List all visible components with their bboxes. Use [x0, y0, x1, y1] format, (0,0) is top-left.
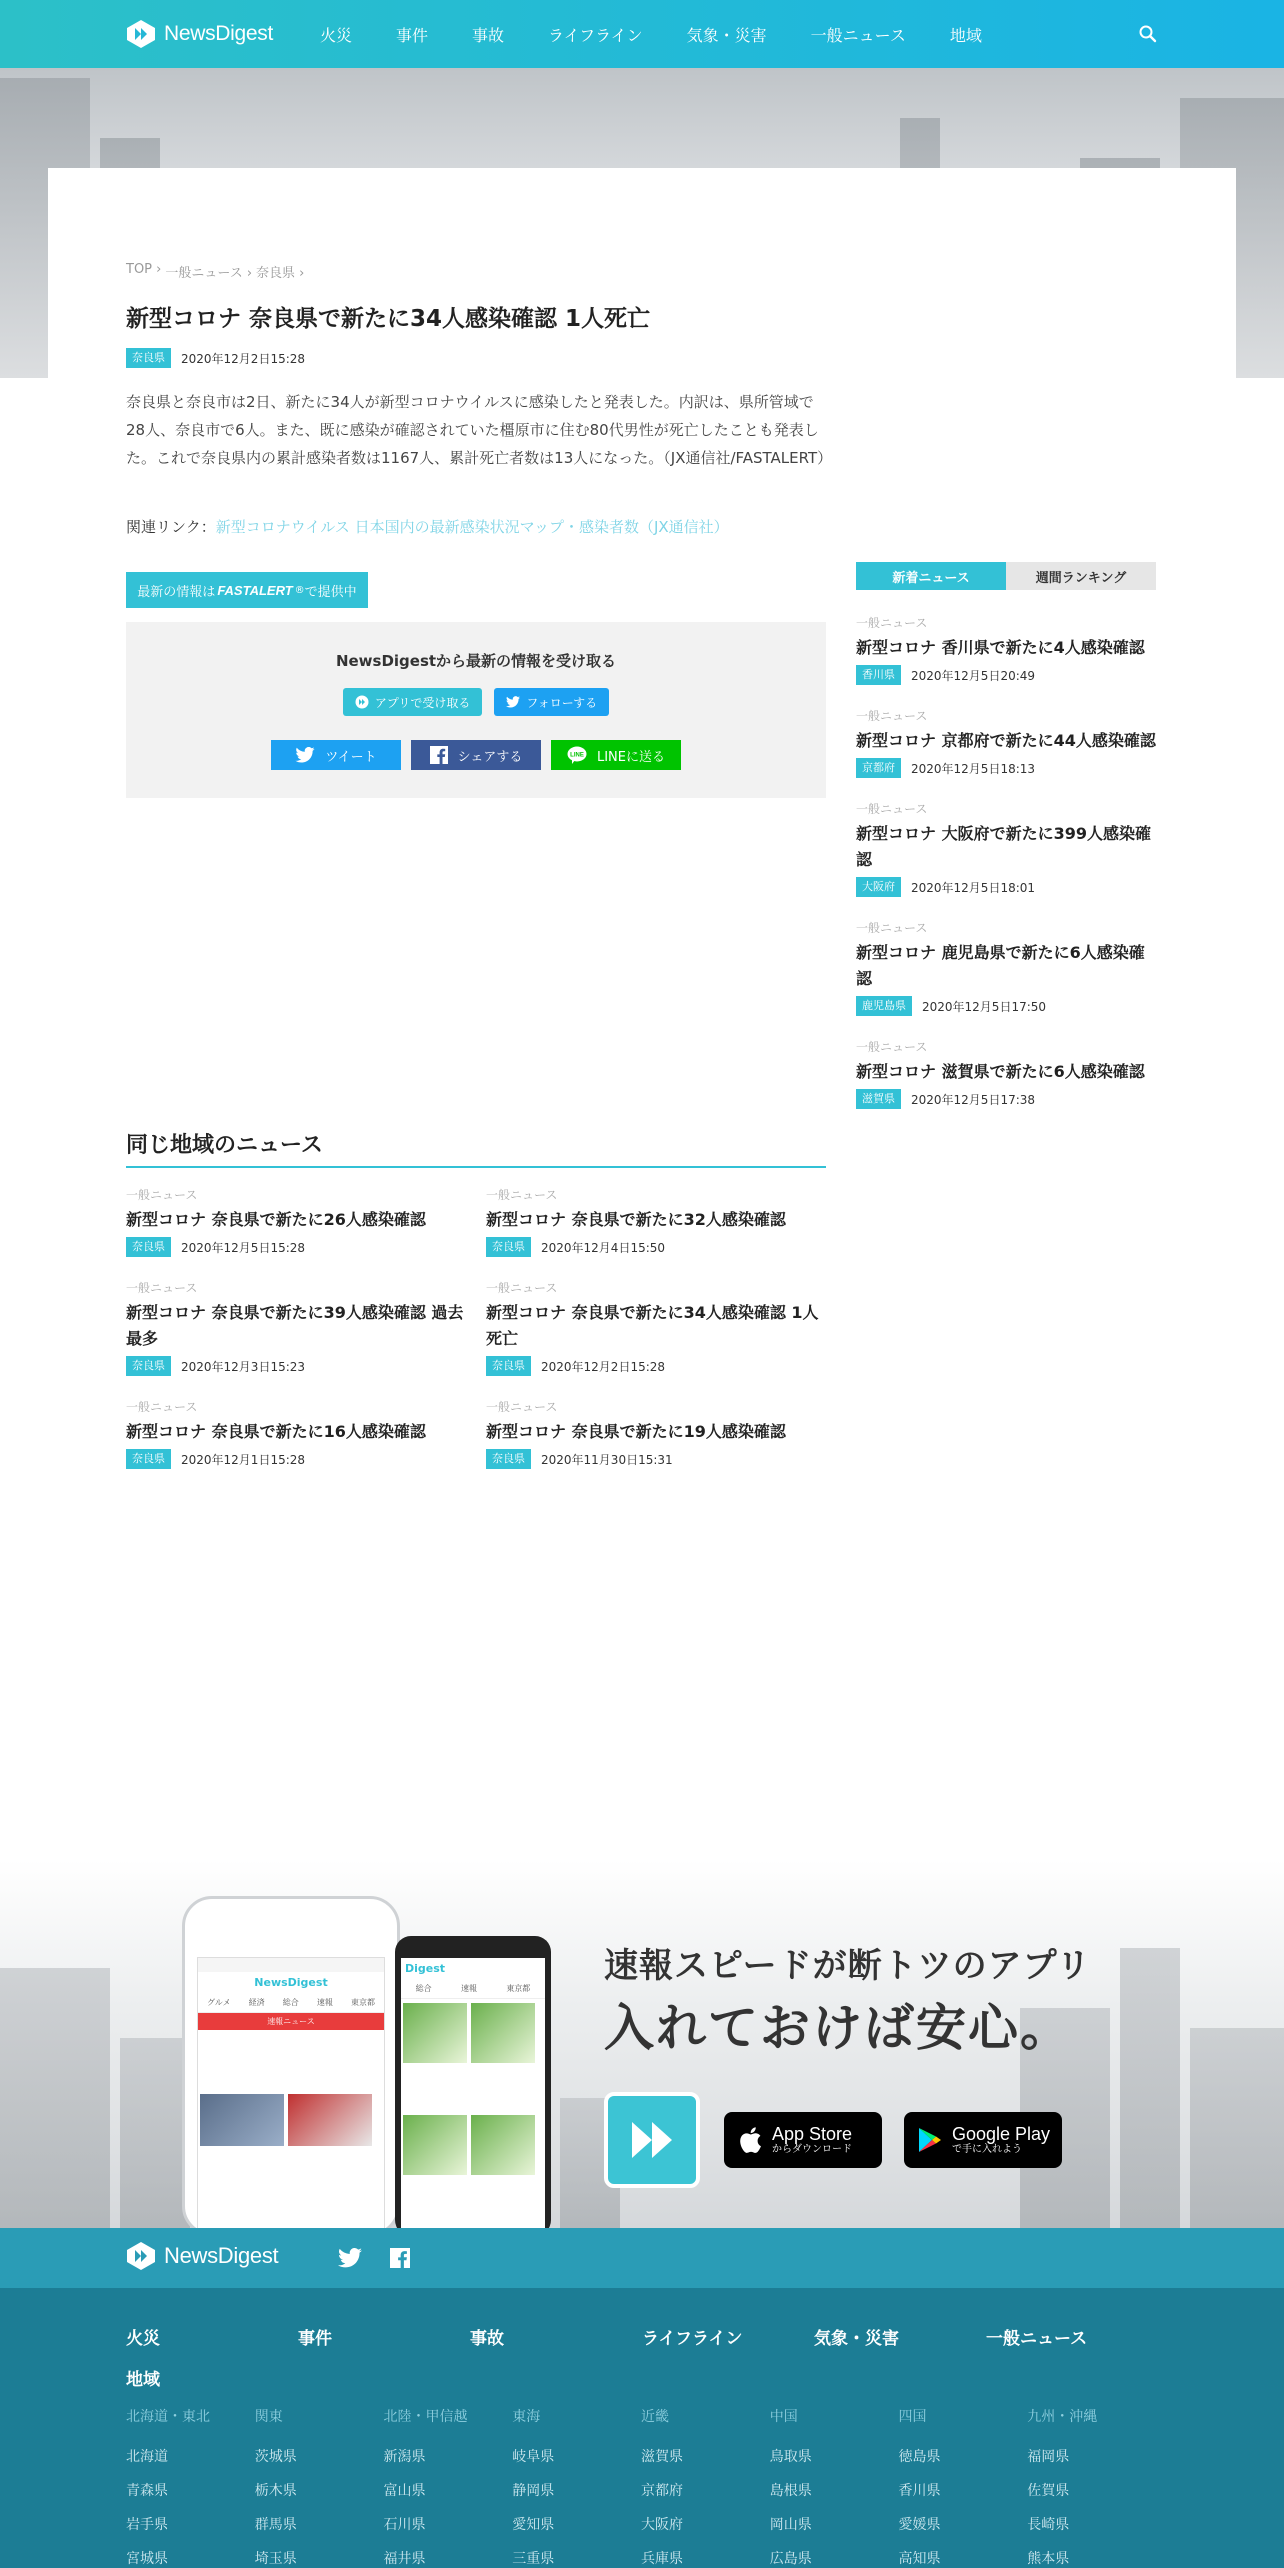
- apple-icon: [738, 2126, 762, 2154]
- prefecture-link[interactable]: 熊本県: [1027, 2551, 1070, 2567]
- related-links: [126, 516, 729, 537]
- app-store-label: App Store: [772, 2124, 853, 2144]
- item-category: 一般ニュース: [486, 1188, 558, 1202]
- region-tag[interactable]: 鹿児島県: [856, 996, 912, 1016]
- item-category: 一般ニュース: [126, 1188, 198, 1202]
- list-item[interactable]: [126, 1398, 466, 1469]
- subscribe-row: [126, 688, 826, 716]
- prefecture-link[interactable]: 青森県: [126, 2483, 168, 2499]
- list-item[interactable]: [126, 1186, 466, 1257]
- item-meta: [856, 665, 1156, 685]
- region-tag[interactable]: 滋賀県: [856, 1089, 901, 1109]
- list-item[interactable]: [126, 1279, 466, 1376]
- item-category: 一般ニュース: [856, 802, 928, 816]
- region-column: [255, 2406, 384, 2568]
- prefecture-link[interactable]: 岡山県: [769, 2517, 812, 2533]
- region-tag[interactable]: 奈良県: [126, 348, 171, 368]
- region-tag[interactable]: 奈良県: [486, 1237, 531, 1257]
- item-meta: [486, 1356, 826, 1376]
- phone-mockup-android: [395, 1936, 551, 2228]
- region-tag[interactable]: 奈良県: [126, 1237, 171, 1257]
- phone-app-logo: Digest: [405, 1962, 446, 1975]
- footer-social-links: [338, 2248, 438, 2272]
- facebook-icon[interactable]: [390, 2248, 410, 2272]
- item-meta: [856, 1089, 1156, 1109]
- list-item[interactable]: [856, 707, 1156, 778]
- region-heading[interactable]: 東海: [512, 2409, 541, 2425]
- nav-item-general[interactable]: 一般ニュース: [810, 25, 906, 45]
- related-link[interactable]: 新型コロナウイルス 日本国内の最新感染状況マップ・感染者数（JX通信社）: [215, 518, 729, 536]
- site-footer: [0, 2288, 1284, 2568]
- region-tag[interactable]: 奈良県: [486, 1449, 531, 1469]
- item-date: 2020年12月5日18:01: [911, 880, 1036, 895]
- list-item[interactable]: [486, 1186, 826, 1257]
- newsdigest-app-icon[interactable]: [604, 2092, 700, 2188]
- same-area-title: 同じ地域のニュース: [126, 1133, 323, 1158]
- newsdigest-logo-icon: [126, 20, 156, 48]
- prefecture-link[interactable]: 兵庫県: [641, 2551, 683, 2567]
- twitter-icon: [295, 747, 315, 763]
- item-meta: [856, 877, 1156, 897]
- line-share-label: LINEに送る: [596, 749, 665, 765]
- follow-button[interactable]: [494, 688, 609, 716]
- item-title[interactable]: 新型コロナ 奈良県で新たに34人感染確認 1人死亡: [486, 1303, 819, 1348]
- breadcrumb-top[interactable]: TOP ›: [126, 262, 162, 277]
- prefecture-link[interactable]: 福岡県: [1027, 2449, 1070, 2465]
- item-date: 2020年12月2日15:28: [541, 1359, 666, 1374]
- article-meta: [126, 348, 305, 368]
- item-title[interactable]: 新型コロナ 奈良県で新たに19人感染確認: [486, 1422, 786, 1441]
- fastalert-button[interactable]: [126, 572, 368, 608]
- footer-categories: [126, 2324, 1156, 2390]
- item-meta: [486, 1237, 826, 1257]
- facebook-icon: [430, 746, 448, 764]
- region-heading[interactable]: 四国: [898, 2409, 927, 2425]
- prefecture-link[interactable]: 京都府: [641, 2483, 683, 2499]
- footer-cat-fire[interactable]: 火災: [126, 2329, 160, 2349]
- search-icon[interactable]: [1138, 24, 1158, 44]
- item-title[interactable]: 新型コロナ 奈良県で新たに26人感染確認: [126, 1210, 426, 1229]
- prefecture-link[interactable]: 佐賀県: [1027, 2483, 1070, 2499]
- prefecture-link[interactable]: 静岡県: [512, 2483, 555, 2499]
- region-column: [770, 2406, 899, 2568]
- prefecture-link[interactable]: 埼玉県: [254, 2551, 297, 2567]
- item-title[interactable]: 新型コロナ 大阪府で新たに399人感染確認: [856, 824, 1151, 869]
- region-tag[interactable]: 奈良県: [126, 1449, 171, 1469]
- item-title[interactable]: 新型コロナ 京都府で新たに44人感染確認: [856, 731, 1156, 750]
- phone-mockup-iphone: [182, 1896, 400, 2228]
- line-share-button[interactable]: [551, 740, 681, 770]
- app-receive-button[interactable]: [343, 688, 483, 716]
- subscribe-title: NewsDigestから最新の情報を受け取る: [335, 652, 617, 670]
- region-tag[interactable]: 京都府: [856, 758, 901, 778]
- item-title[interactable]: 新型コロナ 鹿児島県で新たに6人感染確認: [856, 943, 1145, 988]
- prefecture-link[interactable]: 三重県: [512, 2551, 555, 2567]
- phone-tabs: グルメ 経済 総合 速報 東京都: [198, 1993, 384, 2013]
- item-date: 2020年12月5日18:13: [911, 761, 1036, 776]
- site-header: [0, 0, 1284, 68]
- sidebar-tabs: [856, 562, 1156, 590]
- article-body: 奈良県と奈良市は2日、新たに34人が新型コロナウイルスに感染したと発表した。内訳は、県所管域で28人、奈良市で6人。また、既に感染が確認されていた橿原市に住む80代男性が死亡したことも発表した。これで奈良県内の累計感染者数は1167人、累計死亡者数は13人になった。（JX通信社/FASTALERT）: [126, 393, 833, 467]
- footer-top-bar: [0, 2228, 1284, 2288]
- item-title[interactable]: 新型コロナ 滋賀県で新たに6人感染確認: [856, 1062, 1145, 1081]
- google-play-icon: [918, 2127, 942, 2153]
- subscribe-box: [126, 622, 826, 798]
- prefecture-link[interactable]: 新潟県: [383, 2449, 426, 2465]
- item-meta: [126, 1356, 466, 1376]
- prefecture-link[interactable]: 広島県: [769, 2551, 812, 2567]
- region-column: [384, 2406, 513, 2568]
- list-item[interactable]: [486, 1398, 826, 1469]
- prefecture-link[interactable]: 富山県: [383, 2483, 426, 2499]
- footer-cat-incident[interactable]: 事件: [298, 2329, 332, 2349]
- item-date: 2020年12月5日20:49: [911, 668, 1036, 683]
- item-category: 一般ニュース: [126, 1281, 198, 1295]
- sidebar-news-list: [856, 614, 1156, 1131]
- prefecture-link[interactable]: 徳島県: [898, 2449, 941, 2465]
- region-heading[interactable]: 近畿: [641, 2409, 669, 2425]
- nav-item-incident[interactable]: 事件: [396, 25, 429, 45]
- main-nav: [320, 0, 1026, 68]
- nav-item-fire[interactable]: 火災: [320, 25, 353, 45]
- prefecture-link[interactable]: 栃木県: [254, 2483, 297, 2499]
- facebook-share-button[interactable]: [411, 740, 541, 770]
- breadcrumb: [126, 262, 308, 281]
- region-tag[interactable]: 大阪府: [856, 877, 901, 897]
- article-title: 新型コロナ 奈良県で新たに34人感染確認 1人死亡: [126, 306, 651, 332]
- newsdigest-logo-icon: [126, 2242, 156, 2270]
- google-play-label: Google Play: [952, 2124, 1051, 2144]
- footer-cat-lifeline[interactable]: ライフライン: [642, 2329, 743, 2349]
- list-item[interactable]: [856, 1038, 1156, 1109]
- article-date: 2020年12月2日15:28: [181, 351, 306, 366]
- prefecture-link[interactable]: 長崎県: [1027, 2517, 1070, 2533]
- region-column: [126, 2406, 255, 2568]
- item-category: 一般ニュース: [126, 1400, 198, 1414]
- tweet-label: ツイート: [325, 749, 377, 765]
- region-column: [641, 2406, 770, 2568]
- app-store-sublabel: からダウンロード: [772, 2144, 852, 2155]
- item-category: 一般ニュース: [856, 709, 928, 723]
- prefecture-link[interactable]: 石川県: [383, 2517, 426, 2533]
- fastalert-suffix: で提供中: [304, 584, 357, 600]
- list-item[interactable]: [856, 919, 1156, 1016]
- logo-text: NewsDigest: [164, 22, 274, 45]
- google-play-sublabel: で手に入れよう: [952, 2144, 1022, 2155]
- item-date: 2020年12月3日15:23: [181, 1359, 306, 1374]
- item-category: 一般ニュース: [856, 616, 928, 630]
- region-column: [512, 2406, 641, 2568]
- prefecture-link[interactable]: 滋賀県: [641, 2449, 683, 2465]
- item-date: 2020年12月1日15:28: [181, 1452, 306, 1467]
- prefecture-link[interactable]: 北海道: [126, 2449, 168, 2465]
- nav-item-accident[interactable]: 事故: [472, 25, 505, 45]
- phone-screen: [197, 1957, 385, 2228]
- item-title[interactable]: 新型コロナ 奈良県で新たに16人感染確認: [126, 1422, 426, 1441]
- footer-cat-general[interactable]: 一般ニュース: [986, 2329, 1088, 2349]
- item-title[interactable]: 新型コロナ 香川県で新たに4人感染確認: [856, 638, 1145, 657]
- prefecture-link[interactable]: 高知県: [898, 2551, 941, 2567]
- newsdigest-logo-icon: [624, 2112, 680, 2168]
- prefecture-link[interactable]: 岐阜県: [512, 2449, 555, 2465]
- region-tag[interactable]: 奈良県: [486, 1356, 531, 1376]
- region-tag[interactable]: 香川県: [856, 665, 901, 685]
- tweet-button[interactable]: [271, 740, 401, 770]
- google-play-button[interactable]: [904, 2112, 1062, 2168]
- prefecture-link[interactable]: 福井県: [383, 2551, 426, 2567]
- list-item[interactable]: [486, 1279, 826, 1376]
- prefecture-link[interactable]: 愛媛県: [898, 2517, 941, 2533]
- item-meta: [126, 1449, 466, 1469]
- app-icon: [355, 695, 369, 709]
- share-row: [126, 740, 826, 770]
- phone-app-logo: NewsDigest: [254, 1976, 328, 1989]
- promo-subheadline: 入れておけば安心。: [604, 1999, 1072, 2057]
- prefecture-link[interactable]: 宮城県: [126, 2551, 168, 2567]
- item-date: 2020年12月4日15:50: [541, 1240, 666, 1255]
- item-title[interactable]: 新型コロナ 奈良県で新たに32人感染確認: [486, 1210, 786, 1229]
- prefecture-link[interactable]: 大阪府: [641, 2517, 683, 2533]
- region-heading[interactable]: 中国: [769, 2409, 798, 2425]
- footer-logo[interactable]: [126, 2242, 278, 2270]
- prefecture-link[interactable]: 島根県: [769, 2483, 812, 2499]
- app-promo-banner: [0, 1860, 1284, 2228]
- app-receive-label: アプリで受け取る: [374, 695, 471, 710]
- tab-weekly-ranking[interactable]: 週間ランキング: [1006, 562, 1156, 590]
- item-category: 一般ニュース: [856, 921, 928, 935]
- site-logo[interactable]: [126, 18, 273, 50]
- footer-cat-region[interactable]: 地域: [126, 2370, 160, 2390]
- list-item[interactable]: [856, 614, 1156, 685]
- same-area-news-grid: [126, 1186, 826, 1491]
- twitter-icon: [506, 696, 520, 708]
- line-icon: [567, 746, 587, 764]
- prefecture-link[interactable]: 鳥取県: [769, 2449, 812, 2465]
- list-item[interactable]: [856, 800, 1156, 897]
- region-heading[interactable]: 関東: [254, 2409, 283, 2425]
- prefecture-link[interactable]: 香川県: [898, 2483, 941, 2499]
- svg-text:LINE: LINE: [570, 752, 584, 759]
- registered-icon: ®: [294, 584, 305, 596]
- twitter-icon[interactable]: [338, 2248, 362, 2272]
- app-store-button[interactable]: [724, 2112, 882, 2168]
- nav-item-region[interactable]: 地域: [949, 25, 982, 45]
- fastalert-prefix: 最新の情報は: [137, 584, 216, 600]
- item-meta: [856, 758, 1156, 778]
- item-category: 一般ニュース: [856, 1040, 928, 1054]
- prefecture-link[interactable]: 愛知県: [512, 2517, 555, 2533]
- item-date: 2020年12月5日17:38: [911, 1092, 1036, 1107]
- region-heading[interactable]: 九州・沖縄: [1027, 2409, 1098, 2425]
- facebook-share-label: シェアする: [457, 749, 523, 765]
- footer-cat-accident[interactable]: 事故: [470, 2329, 504, 2349]
- item-meta: [126, 1237, 466, 1257]
- region-column: [1027, 2406, 1156, 2568]
- item-meta: [486, 1449, 826, 1469]
- phone-alert-bar: 速報ニュース: [198, 2013, 384, 2030]
- related-label: 関連リンク：: [126, 518, 216, 536]
- promo-headline: 速報スピードが断トツのアプリ: [604, 1946, 1092, 1986]
- item-date: 2020年12月5日15:28: [181, 1240, 306, 1255]
- breadcrumb-general-news[interactable]: 一般ニュース ›: [165, 266, 253, 281]
- region-column: [899, 2406, 1028, 2568]
- item-date: 2020年11月30日15:31: [541, 1452, 673, 1467]
- section-divider: [126, 1166, 826, 1168]
- item-category: 一般ニュース: [486, 1400, 558, 1414]
- breadcrumb-nara[interactable]: 奈良県 ›: [256, 266, 305, 281]
- region-tag[interactable]: 奈良県: [126, 1356, 171, 1376]
- item-category: 一般ニュース: [486, 1281, 558, 1295]
- item-meta: [856, 996, 1156, 1016]
- footer-logo-text: NewsDigest: [164, 2243, 279, 2268]
- phone-tabs: 総合 速報 東京都: [401, 1979, 545, 1999]
- phone-screen: [401, 1958, 545, 2228]
- region-heading[interactable]: 北海道・東北: [126, 2409, 210, 2425]
- prefecture-link[interactable]: 茨城県: [254, 2449, 297, 2465]
- nav-item-lifeline[interactable]: ライフライン: [548, 25, 643, 45]
- footer-region-grid: [126, 2406, 1156, 2568]
- fastalert-brand: FASTALERT: [217, 582, 293, 598]
- prefecture-link[interactable]: 岩手県: [126, 2517, 168, 2533]
- footer-cat-weather[interactable]: 気象・災害: [814, 2329, 899, 2349]
- item-date: 2020年12月5日17:50: [922, 999, 1047, 1014]
- follow-label: フォローする: [526, 695, 598, 710]
- prefecture-link[interactable]: 群馬県: [254, 2517, 297, 2533]
- item-title[interactable]: 新型コロナ 奈良県で新たに39人感染確認 過去最多: [126, 1303, 464, 1348]
- region-heading[interactable]: 北陸・甲信越: [383, 2409, 468, 2425]
- nav-item-weather[interactable]: 気象・災害: [686, 25, 767, 45]
- tab-latest-news[interactable]: 新着ニュース: [856, 562, 1006, 590]
